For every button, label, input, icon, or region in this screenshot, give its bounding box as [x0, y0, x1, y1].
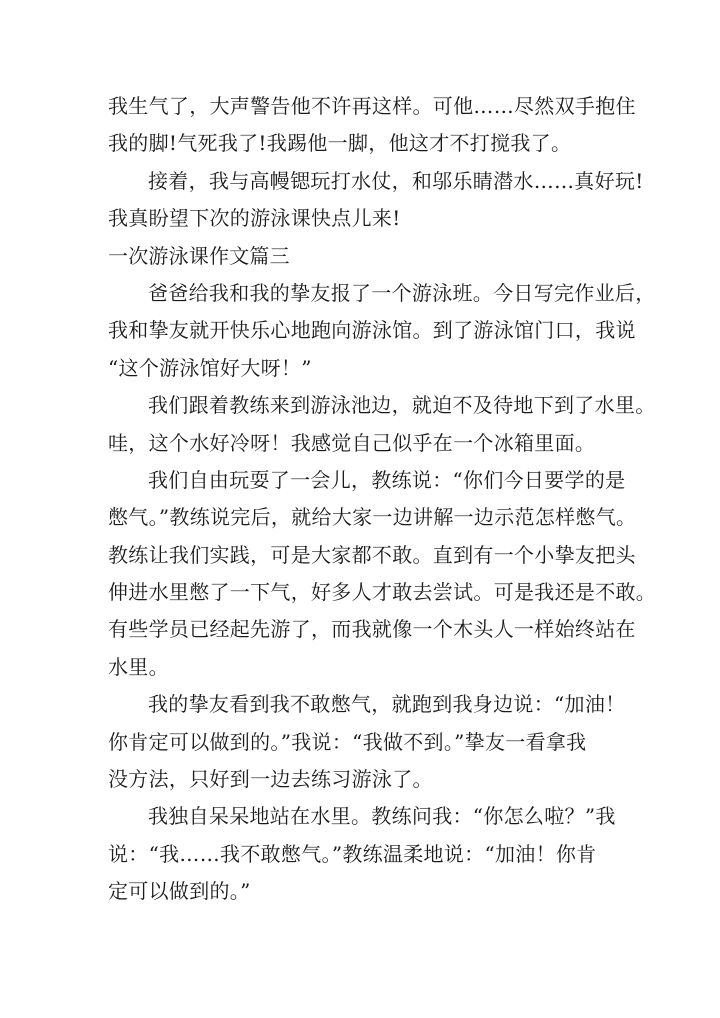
text-line: 我真盼望下次的游泳课快点儿来!	[108, 206, 401, 231]
text-line: 水里。	[108, 654, 169, 679]
text-line: 伸进水里憋了一下气，好多人才敢去尝试。可是我还是不敢。	[108, 580, 657, 605]
text-line: 我生气了，大声警告他不许再这样。可他……尽然双手抱住	[108, 94, 636, 118]
text-line: 教练让我们实践，可是大家都不敢。直到有一个小挚友把头	[108, 542, 636, 567]
text-line: 我的挚友看到我不敢憋气，就跑到我身边说：“加油！	[148, 692, 626, 717]
text-line: 说：“我……我不敢憋气。”教练温柔地说：“加油！你肯	[108, 841, 597, 866]
text-line: 憋气。”教练说完后，就给大家一边讲解一边示范怎样憋气。	[108, 505, 637, 530]
paragraph	[108, 686, 626, 798]
text-line: 我和挚友就开快乐心地跑向游泳馆。到了游泳馆门口，我说	[108, 318, 636, 343]
paragraph	[108, 387, 656, 462]
text-line: 有些学员已经起先游了，而我就像一个木头人一样始终站在	[108, 617, 636, 642]
text-line: 我们跟着教练来到游泳池边，就迫不及待地下到了水里。	[148, 393, 656, 418]
text-line: 我独自呆呆地站在水里。教练问我：“你怎么啦？”我	[148, 804, 616, 829]
section-heading	[108, 238, 616, 275]
section-title: 一次游泳课作文篇三	[108, 243, 290, 268]
text-line: “这个游泳馆好大呀！”	[108, 355, 312, 380]
text-line: 没方法，只好到一边去练习游泳了。	[108, 767, 433, 792]
paragraph	[108, 275, 656, 387]
document-body	[108, 88, 657, 911]
text-line: 哇，这个水好冷呀！我感觉自己似乎在一个冰箱里面。	[108, 430, 596, 455]
paragraph	[108, 462, 657, 686]
text-line: 我们自由玩耍了一会儿，教练说：“你们今日要学的是	[148, 467, 626, 492]
paragraph	[108, 163, 644, 238]
text-line: 接着，我与高幔锶玩打水仗，和邬乐睛潜水……真好玩!	[148, 168, 644, 193]
paragraph	[108, 88, 636, 163]
text-line: 定可以做到的。”	[108, 879, 251, 904]
text-line: 我的脚!气死我了!我踢他一脚，他这才不打搅我了。	[108, 131, 572, 156]
text-line: 你肯定可以做到的。”我说：“我做不到。”挚友一看拿我	[108, 729, 587, 754]
text-line: 爸爸给我和我的挚友报了一个游泳班。今日写完作业后，	[148, 280, 656, 305]
paragraph	[108, 798, 616, 910]
